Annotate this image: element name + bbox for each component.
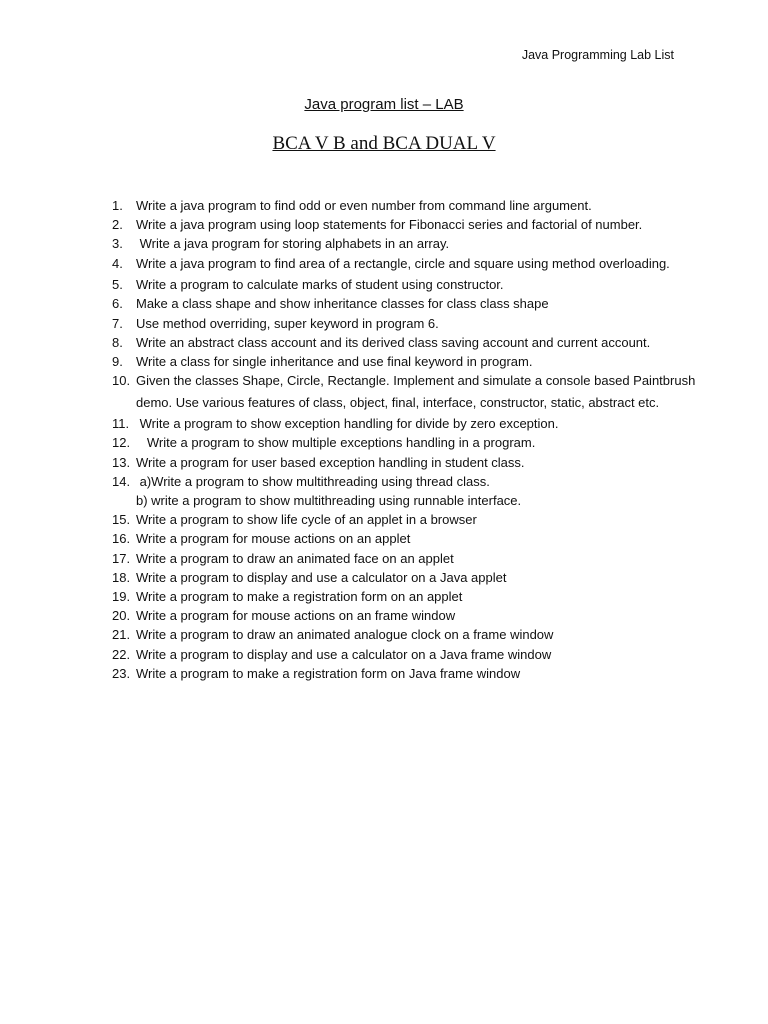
item-number: 11. <box>112 416 130 432</box>
item-text: Write a program for mouse actions on an frame window <box>136 608 456 624</box>
list-item <box>112 587 712 606</box>
item-number: 16. <box>112 531 131 547</box>
item-text: Write a program to show multiple exceptions handling in a program. <box>136 435 536 451</box>
item-text: Make a class shape and show inheritance classes for class class shape <box>136 296 549 312</box>
item-number: 17. <box>112 550 131 566</box>
item-number: 8. <box>112 334 123 350</box>
item-subtext: b) write a program to show multithreading using runnable interface. <box>136 492 522 508</box>
item-text: Write a program to show exception handling for divide by zero exception. <box>136 416 559 432</box>
list-item <box>112 294 712 313</box>
item-number: 10. <box>112 373 131 389</box>
item-text: Write a program for mouse actions on an applet <box>136 531 411 547</box>
list-item <box>112 275 712 294</box>
list-item <box>112 414 712 433</box>
list-item <box>112 664 712 683</box>
list-item <box>112 215 712 234</box>
list-item <box>112 510 712 529</box>
item-text: Write a program to make a registration form on an applet <box>136 588 463 604</box>
item-number: 6. <box>112 296 123 312</box>
list-item <box>112 529 712 548</box>
item-number: 9. <box>112 353 123 369</box>
document-subtitle: BCA V B and BCA DUAL V <box>272 133 496 154</box>
item-text: a)Write a program to show multithreading using thread class. <box>136 473 490 489</box>
list-item <box>112 234 712 253</box>
list-item <box>112 314 712 333</box>
item-number: 2. <box>112 217 123 233</box>
list-item <box>112 333 712 352</box>
item-number: 15. <box>112 512 131 528</box>
item-text: Write a program to draw an animated face on an applet <box>136 550 454 566</box>
list-item <box>112 352 712 371</box>
list-item <box>112 472 712 510</box>
item-number: 4. <box>112 255 123 271</box>
item-text-group <box>136 472 712 510</box>
list-item <box>112 549 712 568</box>
item-text: Write a program to make a registration form on Java frame window <box>136 665 521 681</box>
list-item <box>112 253 712 275</box>
list-item <box>112 196 712 215</box>
item-text: Write a program to calculate marks of student using constructor. <box>136 277 504 293</box>
item-text: Given the classes Shape, Circle, Rectangle. Implement and simulate a console based Paintbrush demo. Use various features of class, object, final, interface, constructor, static, abstract etc. <box>136 373 696 410</box>
list-item <box>112 370 712 413</box>
running-header: Java Programming Lab List <box>521 48 674 62</box>
item-text: Write a java program to find area of a rectangle, circle and square using method overloading. <box>136 255 670 271</box>
item-number: 13. <box>112 454 131 470</box>
item-number: 23. <box>112 665 131 681</box>
item-number: 14. <box>112 473 131 489</box>
item-text: Write a program to display and use a calculator on a Java applet <box>136 569 507 585</box>
item-number: 18. <box>112 569 131 585</box>
list-item <box>112 453 712 472</box>
item-text: Write a program to draw an animated analogue clock on a frame window <box>136 627 554 643</box>
item-number: 20. <box>112 608 131 624</box>
item-text: Write a program to display and use a calculator on a Java frame window <box>136 646 552 662</box>
item-number: 1. <box>112 198 123 213</box>
item-number: 12. <box>112 435 131 451</box>
item-text: Write a java program to find odd or even number from command line argument. <box>136 198 592 213</box>
item-number: 19. <box>112 588 131 604</box>
list-item <box>112 568 712 587</box>
item-number: 5. <box>112 277 123 293</box>
item-number: 3. <box>112 236 123 252</box>
list-item <box>112 645 712 664</box>
item-text: Write a class for single inheritance and use final keyword in program. <box>136 353 533 369</box>
item-text: Write a java program using loop statements for Fibonacci series and factorial of number. <box>136 217 643 233</box>
item-number: 22. <box>112 646 131 662</box>
item-number: 21. <box>112 627 131 643</box>
list-item <box>112 606 712 625</box>
item-text: Write a program for user based exception handling in student class. <box>136 454 525 470</box>
item-text: Use method overriding, super keyword in program 6. <box>136 315 439 331</box>
item-text: Write a program to show life cycle of an applet in a browser <box>136 512 477 528</box>
item-number: 7. <box>112 315 123 331</box>
list-item <box>112 433 712 452</box>
program-list <box>112 196 712 683</box>
item-text: Write an abstract class account and its derived class saving account and current account. <box>136 334 651 350</box>
document-title: Java program list – LAB <box>304 96 464 113</box>
list-item <box>112 625 712 644</box>
item-text: Write a java program for storing alphabets in an array. <box>136 236 450 252</box>
